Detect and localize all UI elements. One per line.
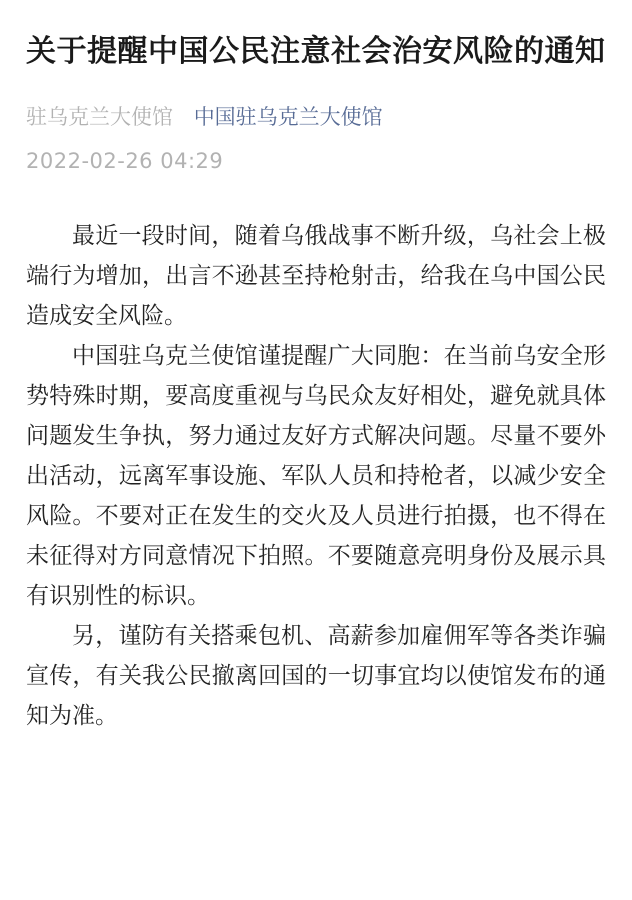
paragraph: 中国驻乌克兰使馆谨提醒广大同胞：在当前乌安全形势特殊时期，要高度重视与乌民众友好相处，避免就具体问题发生争执，努力通过友好方式解决问题。尽量不要外出活动，远离军事设施、军队人员和持枪者，以减少安全风险。不要对正在发生的交火及人员进行拍摄，也不得在未征得对方同意情况下拍照。不要随意亮明身份及展示具有识别性的标识。	[26, 343, 606, 609]
article-meta	[26, 102, 606, 132]
paragraph: 最近一段时间，随着乌俄战事不断升级，乌社会上极端行为增加，出言不逊甚至持枪射击，给我在乌中国公民造成安全风险。	[26, 223, 606, 329]
article-body	[26, 216, 606, 736]
account-name-link[interactable]: 中国驻乌克兰大使馆	[193, 105, 383, 129]
article-title: 关于提醒中国公民注意社会治安风险的通知	[26, 34, 606, 69]
publish-time: 2022-02-26 04:29	[26, 149, 224, 173]
author-name: 驻乌克兰大使馆	[26, 105, 173, 129]
paragraph: 另，谨防有关搭乘包机、高薪参加雇佣军等各类诈骗宣传，有关我公民撤离回国的一切事宜均以使馆发布的通知为准。	[26, 623, 606, 729]
